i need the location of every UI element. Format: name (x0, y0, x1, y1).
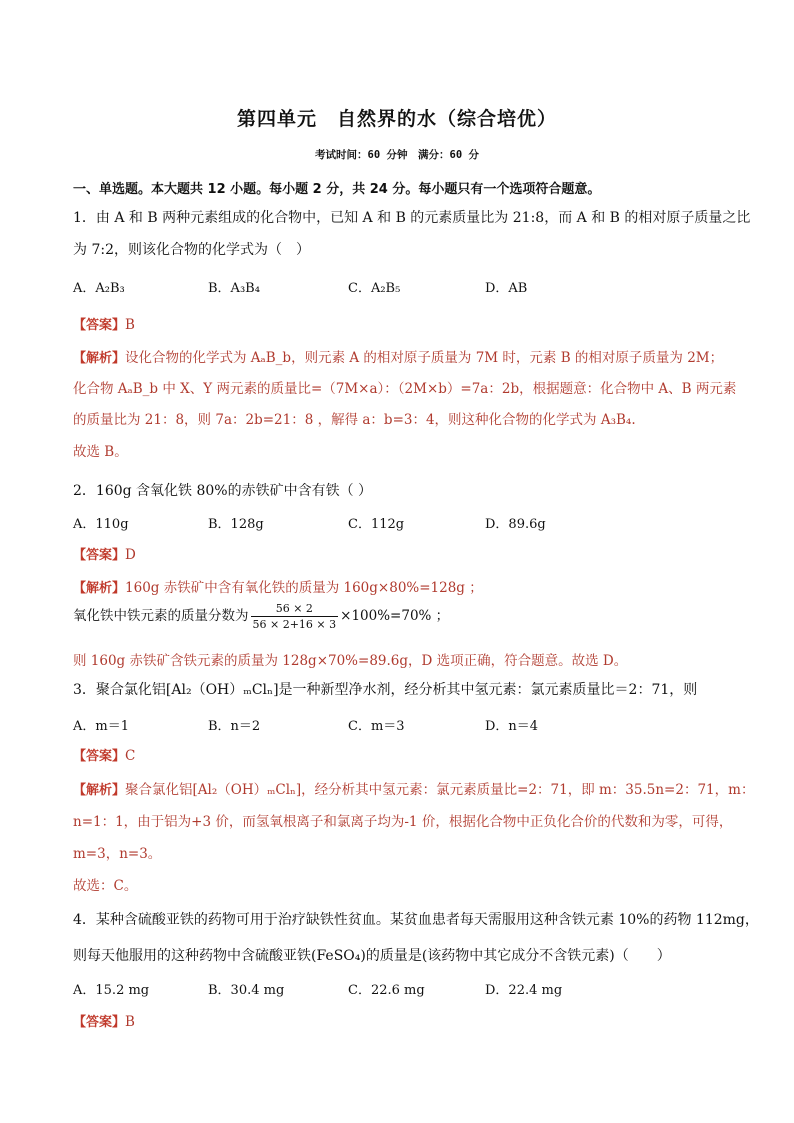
q1-analysis-line4: 故选 B。 (73, 444, 128, 460)
q2-option-c: C．112g (348, 517, 405, 532)
fraction-denominator: 56 × 2+16 × 3 (252, 618, 337, 631)
q2-option-b: B．128g (208, 517, 264, 532)
q2-fraction-suffix: ×100%=70% ； (340, 608, 450, 624)
q3-option-b: B．n＝2 (208, 719, 261, 734)
q3-stem-line1: 3．聚合氯化铝[Al₂（OH）ₘClₙ]是一种新型净水剂，经分析其中氢元素：氯元素质量比＝2：71，则 (73, 682, 698, 698)
answer-label: 【答案】 (73, 749, 126, 764)
q2-fraction-prefix: 氧化铁中铁元素的质量分数为 (73, 608, 249, 624)
section-heading: 一、单选题。本大题共 12 小题。每小题 2 分，共 24 分。每小题只有一个选项符合题意。 (73, 182, 601, 197)
q4-option-c: C．22.6 mg (348, 983, 425, 998)
q2-analysis-text1: 160g 赤铁矿中含有氧化铁的质量为 160g×80%=128g ； (125, 580, 483, 596)
q2-fraction (251, 602, 339, 631)
q4-stem-line2: 则每天他服用的这种药物中含硫酸亚铁(FeSO₄)的质量是(该药物中其它成分不含铁元素)（ ） (73, 948, 671, 964)
q1-analysis-text1: 设化合物的化学式为 AₐB_b，则元素 A 的相对原子质量为 7M 时，元素 B 的相对原子质量为 2M； (125, 350, 724, 366)
analysis-label: 【解析】 (73, 783, 126, 798)
q1-analysis-line1 (73, 346, 723, 366)
q1-analysis-line2: 化合物 AₐB_b 中 X、Y 两元素的质量比=（7M×a）：（2M×b）=7a：2b，根据题意：化合物中 A、B 两元素 (73, 381, 737, 397)
q2-option-d: D．89.6g (485, 517, 546, 532)
q1-option-b: B．A₃B₄ (208, 281, 260, 296)
q3-analysis-line2: n=1：1，由于铝为+3 价，而氢氧根离子和氯离子均为-1 价，根据化合物中正负化合价的代数和为零，可得， (73, 814, 733, 830)
q1-stem-line2: 为 7:2，则该化合物的化学式为（ ） (73, 242, 310, 258)
q1-option-d: D．AB (485, 281, 528, 296)
analysis-label: 【解析】 (73, 581, 126, 596)
q3-analysis-line3: m=3，n=3。 (73, 846, 162, 862)
analysis-label: 【解析】 (73, 351, 126, 366)
fraction-numerator: 56 × 2 (251, 602, 339, 617)
q4-option-d: D．22.4 mg (485, 983, 563, 998)
q3-analysis-line4: 故选：C。 (73, 878, 138, 894)
q3-option-d: D．n＝4 (485, 719, 539, 734)
q2-analysis-line2 (73, 602, 449, 631)
q4-stem-line1: 4．某种含硫酸亚铁的药物可用于治疗缺铁性贫血。某贫血患者每天需服用这种含铁元素 10%的药物 112mg， (73, 912, 759, 928)
q4-answer-value: B (125, 1014, 135, 1030)
q2-answer-value: D (125, 547, 136, 563)
exam-info: 考试时间：60 分钟 满分：60 分 (315, 149, 479, 161)
q1-stem-line1: 1．由 A 和 B 两种元素组成的化合物中，已知 A 和 B 的元素质量比为 21:8，而 A 和 B 的相对原子质量之比 (73, 210, 751, 226)
q4-answer (73, 1011, 135, 1030)
q3-answer-value: C (125, 748, 136, 764)
q1-answer (73, 314, 135, 333)
q3-option-a: A．m＝1 (73, 719, 129, 734)
q2-option-a: A．110g (73, 517, 129, 532)
q2-answer (73, 544, 136, 563)
q2-analysis-line1 (73, 576, 483, 596)
q1-option-c: C．A₂B₅ (348, 281, 401, 296)
q3-analysis-text1: 聚合氯化铝[Al₂（OH）ₘClₙ]，经分析其中氢元素：氯元素质量比=2：71，即 m：35.5n=2：71，m： (125, 782, 755, 798)
q1-option-a: A．A₂B₃ (73, 281, 125, 296)
q3-answer (73, 745, 135, 764)
q2-stem-line1: 2．160g 含氧化铁 80%的赤铁矿中含有铁（ ） (73, 483, 373, 499)
q1-answer-value: B (125, 317, 135, 333)
answer-label: 【答案】 (73, 1015, 126, 1030)
q4-option-a: A．15.2 mg (73, 983, 150, 998)
q3-analysis-line1 (73, 778, 754, 798)
answer-label: 【答案】 (73, 318, 126, 333)
q4-option-b: B．30.4 mg (208, 983, 285, 998)
q2-analysis-line3: 则 160g 赤铁矿含铁元素的质量为 128g×70%=89.6g，D 选项正确，符合题意。故选 D。 (73, 653, 628, 669)
page-title: 第四单元 自然界的水（综合培优） (236, 108, 557, 130)
answer-label: 【答案】 (73, 548, 126, 563)
q3-option-c: C．m＝3 (348, 719, 405, 734)
q1-analysis-line3: 的质量比为 21：8，则 7a：2b=21：8 ，解得 a：b=3：4，则这种化合物的化学式为 A₃B₄. (73, 412, 636, 428)
